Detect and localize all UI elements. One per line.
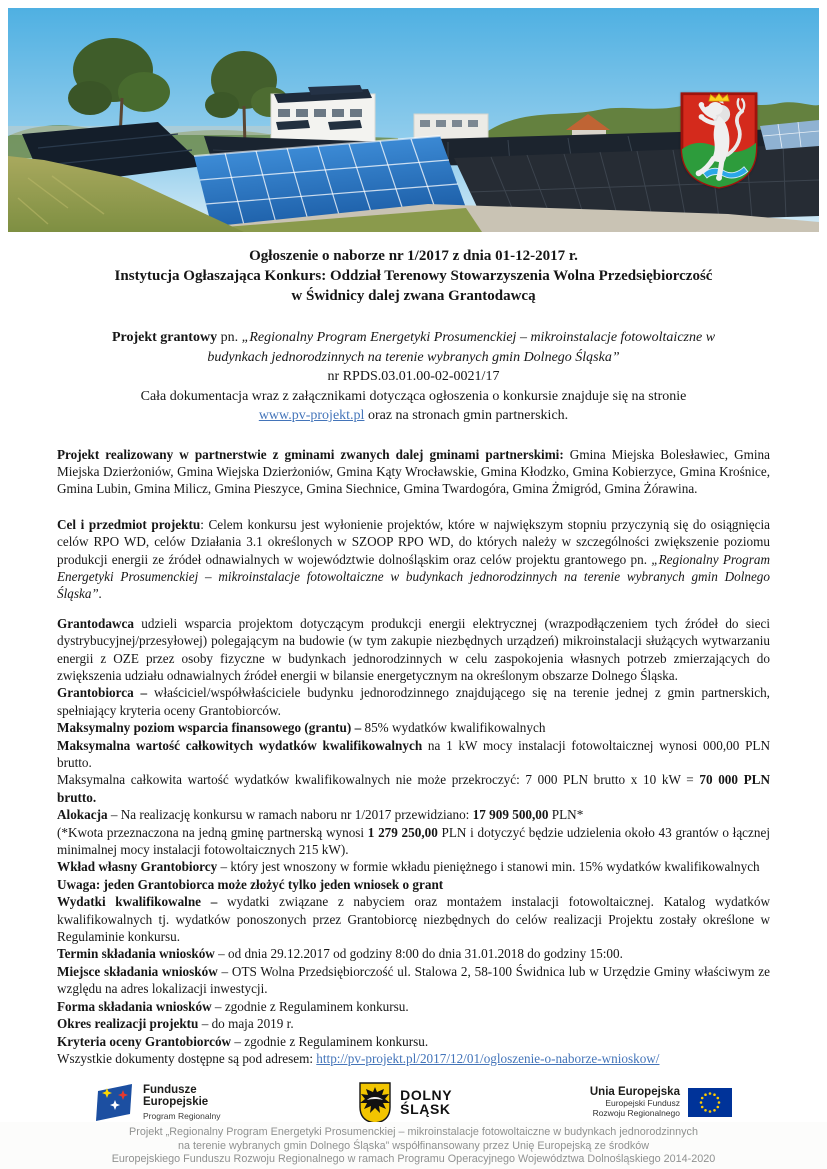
partner-logos-row bbox=[95, 1078, 732, 1126]
document-body bbox=[57, 246, 770, 1074]
unia-europejska-text bbox=[590, 1086, 680, 1119]
partners-paragraph: Projekt realizowany w partnerstwie z gminami zwanych dalej gminami partnerskimi: Gmina Miejska Bolesławiec, Gmina Miejska Dzierżoniów, Gmina Wiejska Dzierżoniów, Gmina Kąty Wrocławskie, Gmina Kłodzko, Gmina Kobierzyce, Gmina Krośnice, Gmina Lubin, Gmina Milicz, Gmina Pieszyce, Gmina Siechnice, Gmina Twardogóra, Gmina Żmigród, Gmina Żórawina. bbox=[57, 446, 770, 497]
dolny-slask-line2: ŚLĄSK bbox=[400, 1101, 451, 1117]
submission-place: Miejsce składania wniosków – OTS Wolna Przedsiębiorczość ul. Stalowa 2, 58-100 Świdnica lub w Urzędzie Gminy właściwym ze względu na adres lokalizacji inwestycji. bbox=[57, 963, 770, 997]
unia-europejska-logo bbox=[590, 1086, 732, 1119]
fundusze-title-line1: Fundusze bbox=[143, 1083, 197, 1096]
unia-subtitle-line1: Europejski Fundusz bbox=[605, 1098, 680, 1109]
pv-projekt-link[interactable]: www.pv-projekt.pl bbox=[258, 408, 365, 423]
goal-paragraph: Cel i przedmiot projektu: Celem konkursu jest wyłonienie projektów, które w największym stopniu przyczynią się do osiągnięcia celów RPO WD, celów Działania 3.1 określonych w SZOOP RPO WD, do których należy w szczególności zwiększenie poziomu produkcji energii ze źródeł odnawialnych w województwie dolnośląskim oraz celów projektu grantowego pn. „Regionalny Program Energetyki Prosumenckiej – mikroinstalacje fotowoltaiczne w budynkach jednorodzinnych na terenie wybranych gmin Dolnego Śląska”. bbox=[57, 516, 770, 602]
eligible-expenses: Wydatki kwalifikowalne – wydatki związane z nabyciem oraz montażem instalacji fotowoltaicznej. Katalog wydatków kwalifikowalnych tj. wydatków ponoszonych przez Grantobiorcę niezbędnych do celów realizacji Projektu zostały określone w Regulaminie konkursu. bbox=[57, 894, 770, 945]
footer-credit-line2: na terenie wybranych gmin Dolnego Śląska” współfinansowany przez Unię Europejską ze środków bbox=[177, 1139, 650, 1152]
building-with-roof-panels bbox=[271, 85, 375, 142]
unia-title: Unia Europejska bbox=[589, 1085, 680, 1098]
fundusze-europejskie-logo bbox=[95, 1081, 220, 1123]
submission-deadline: Termin składania wniosków – od dnia 29.12.2017 od godziny 8:00 do dnia 31.01.2018 do godziny 15:00. bbox=[57, 946, 623, 962]
documentation-note-line1: Cała dokumentacja wraz z załącznikami dotycząca ogłoszenia o konkursie znajduje się na stronie bbox=[140, 388, 687, 404]
project-title-line1: Projekt grantowy pn. „Regionalny Program Energetyki Prosumenckiej – mikroinstalacje fotowoltaiczne w bbox=[111, 330, 716, 345]
max-support-level: Maksymalny poziom wsparcia finansowego (grantu) – 85% wydatków kwalifikowalnych bbox=[57, 720, 546, 736]
documentation-note-line2: www.pv-projekt.pl oraz na stronach gmin partnerskich. bbox=[258, 408, 569, 423]
footer-credit bbox=[0, 1122, 827, 1169]
documents-link[interactable]: http://pv-projekt.pl/2017/12/01/ogloszenie-o-naborze-wnioskow/ bbox=[316, 1050, 660, 1066]
unia-subtitle-line2: Rozwoju Regionalnego bbox=[592, 1108, 680, 1119]
fundusze-europejskie-flag-icon bbox=[95, 1081, 135, 1123]
fundusze-subtitle: Program Regionalny bbox=[143, 1110, 221, 1121]
allocation: Alokacja – Na realizację konkursu w ramach naboru nr 1/2017 przewidziano: 17 909 500,00 PLN* bbox=[57, 807, 584, 823]
municipal-coat-of-arms bbox=[677, 90, 761, 190]
eu-flag-icon bbox=[688, 1088, 732, 1117]
coat-of-arms-icon bbox=[677, 90, 761, 190]
submission-form: Forma składania wniosków – zgodnie z Regulaminem konkursu. bbox=[57, 998, 409, 1014]
allocation-note: (*Kwota przeznaczona na jedną gminę partnerską wynosi 1 279 250,00 PLN i dotyczyć będzie udzielenia około 43 grantów o łącznej minimalnej mocy instalacji fotowoltaicznych 215 kW). bbox=[57, 824, 770, 858]
announcement-title-line2: Instytucja Ogłaszająca Konkurs: Oddział Terenowy Stowarzyszenia Wolna Przedsiębiorczość bbox=[114, 268, 713, 284]
announcement-title-line3: w Świdnicy dalej zwana Grantodawcą bbox=[291, 288, 536, 304]
dolny-slask-line1: DOLNY bbox=[400, 1087, 453, 1103]
documents-address: Wszystkie dokumenty dostępne są pod adresem: http://pv-projekt.pl/2017/12/01/ogloszenie-o-naborze-wnioskow/ bbox=[57, 1050, 660, 1066]
own-contribution: Wkład własny Grantobiorcy – który jest wnoszony w formie wkładu pieniężnego i stanowi min. 15% wydatków kwalifikowalnych bbox=[57, 859, 760, 875]
dolny-slask-eagle-icon bbox=[358, 1081, 392, 1123]
fundusze-europejskie-text bbox=[143, 1084, 220, 1121]
max-total-cap: Maksymalna całkowita wartość wydatków kwalifikowalnych nie może przekroczyć: 7 000 PLN brutto x 10 kW = 70 000 PLN brutto. bbox=[57, 772, 770, 805]
max-total-value: Maksymalna wartość całkowitych wydatków kwalifikowalnych na 1 kW mocy instalacji fotowoltaicznej wynosi 000,00 PLN brutto. bbox=[57, 737, 770, 770]
announcement-title-line1: Ogłoszenie o naborze nr 1/2017 z dnia 01-12-2017 r. bbox=[249, 248, 578, 264]
project-period: Okres realizacji projektu – do maja 2019 r. bbox=[57, 1016, 294, 1032]
dolny-slask-logo bbox=[358, 1081, 452, 1123]
evaluation-criteria: Kryteria oceny Grantobiorców – zgodnie z Regulaminem konkursu. bbox=[57, 1033, 429, 1049]
project-title-line2: budynkach jednorodzinnych na terenie wybranych gmin Dolnego Śląska” bbox=[207, 349, 620, 365]
dolny-slask-text bbox=[400, 1088, 452, 1116]
grantobiorca-paragraph: Grantobiorca – właściciel/współwłaściciele budynku jednorodzinnego znajdującego się na terenie jednej z gmin partnerskich, spełniający kryteria oceny Grantobiorców. bbox=[57, 685, 770, 718]
notice-one-application: Uwaga: jeden Grantobiorca może złożyć tylko jeden wniosek o grant bbox=[57, 876, 444, 892]
fundusze-title-line2: Europejskie bbox=[143, 1096, 209, 1108]
footer-credit-line3: Europejskiego Funduszu Rozwoju Regionalnego w ramach Programu Operacyjnego Województwa Dolnośląskiego 2014-2020 bbox=[111, 1153, 716, 1165]
grantodawca-paragraph: Grantodawca udzieli wsparcia projektom dotyczącym produkcji energii elektrycznej (wrazpodłączeniem tych źródeł do sieci dystrybucyjnej/przesyłowej) polegającym na budowie (w tym zakupie niezbędnych urządzeń) mikroinstalacji służących wytwarzaniu energii z OZE przez osoby fizyczne w budynkach jednorodzinnych w celu zaspokojenia własnych potrzeb zmierzających do zwiększenia udziału odnawialnych źródeł energii w bilansie energetycznym na określonym obszarze Dolnego Śląska. bbox=[57, 615, 770, 683]
project-number: nr RPDS.03.01.00-02-0021/17 bbox=[327, 369, 500, 384]
footer-credit-line1: Projekt „Regionalny Program Energetyki Prosumenckiej – mikroinstalacje fotowoltaiczne w budynkach jednorodzinnych bbox=[129, 1126, 698, 1138]
